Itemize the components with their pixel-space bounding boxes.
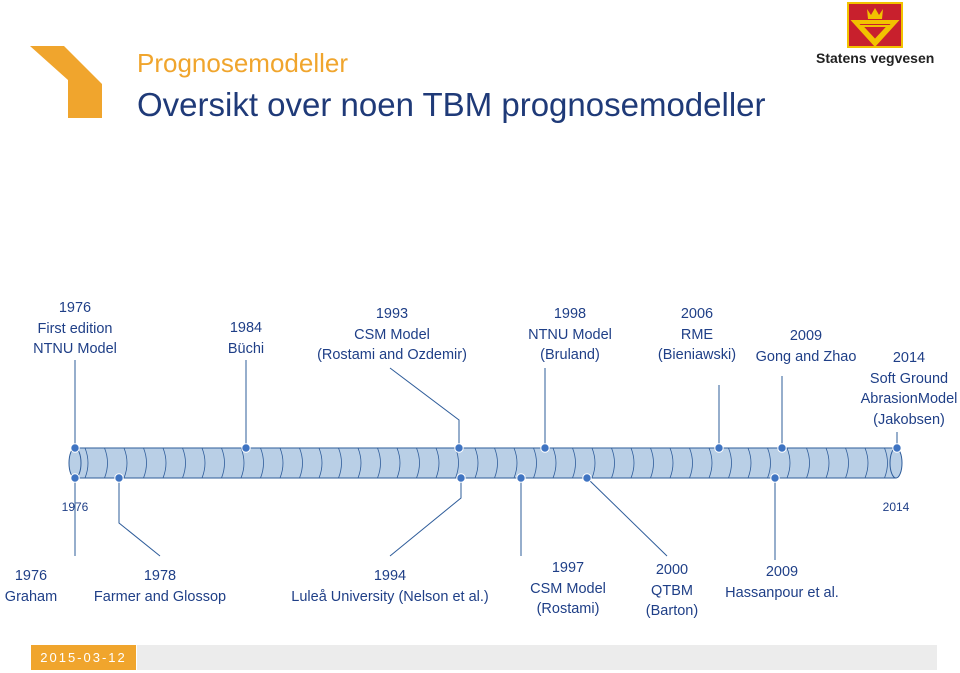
- top-event-text: (Jakobsen): [873, 411, 945, 428]
- top-event-label: [228, 318, 264, 359]
- top-event-marker: [715, 444, 723, 452]
- bottom-event-text: Graham: [4, 588, 58, 605]
- top-event-text: AbrasionModel: [860, 391, 958, 407]
- bottom-event-year: 1976: [14, 568, 48, 584]
- top-event-label: [861, 348, 958, 430]
- bottom-event-text: Farmer and Glossop: [93, 588, 227, 605]
- bottom-event-connector: [390, 478, 461, 556]
- bottom-event-marker: [771, 474, 779, 482]
- top-event-marker: [778, 444, 786, 452]
- bottom-event-year: 2000: [655, 562, 689, 578]
- top-event-text: NTNU Model: [528, 326, 612, 343]
- top-event-label: [658, 304, 736, 366]
- top-event-text: Büchi: [227, 340, 265, 357]
- top-event-year: 1993: [375, 306, 409, 322]
- bottom-event-connector: [587, 478, 667, 556]
- bottom-event-marker: [457, 474, 465, 482]
- bottom-event-marker: [583, 474, 591, 482]
- top-event-year: 2006: [680, 306, 714, 322]
- bottom-event-label: [94, 566, 226, 607]
- top-event-label: [33, 298, 117, 360]
- top-event-text: NTNU Model: [33, 341, 117, 357]
- axis-end-label: 2014: [882, 500, 910, 514]
- bottom-event-label: [291, 566, 488, 607]
- bottom-event-text: Hassanpour et al.: [725, 584, 839, 601]
- top-event-marker: [893, 444, 901, 452]
- top-event-year: 2009: [789, 328, 823, 344]
- top-event-label: [756, 326, 857, 367]
- bottom-event-connector: [119, 478, 160, 556]
- axis-start-label: 1976: [61, 500, 89, 514]
- bottom-event-year: 2009: [765, 564, 799, 580]
- top-event-label: [528, 304, 612, 366]
- bottom-event-marker: [517, 474, 525, 482]
- top-event-year: 2014: [892, 350, 926, 366]
- slide-title: Oversikt over noen TBM prognosemodeller: [137, 86, 766, 123]
- top-event-text: (Rostami and Ozdemir): [317, 347, 467, 363]
- bottom-event-text: CSM Model: [530, 580, 606, 597]
- bottom-event-text: QTBM: [651, 582, 693, 599]
- bottom-event-year: 1997: [551, 560, 585, 576]
- top-event-connector: [390, 368, 459, 448]
- bottom-event-marker: [71, 474, 79, 482]
- footer-bar: [137, 645, 937, 670]
- bottom-event-label: [5, 566, 57, 607]
- top-event-label: [317, 304, 467, 366]
- bottom-event-text: Luleå University (Nelson et al.): [291, 588, 489, 605]
- top-event-marker: [455, 444, 463, 452]
- top-event-year: 1976: [58, 300, 92, 316]
- slide-subtitle: Prognosemodeller: [137, 48, 349, 78]
- timeline-tube: [75, 448, 896, 478]
- bottom-event-label: [646, 560, 698, 622]
- date-badge: 2015-03-12: [31, 645, 136, 670]
- top-event-marker: [242, 444, 250, 452]
- top-event-text: (Bruland): [540, 347, 600, 363]
- bottom-event-label: [530, 558, 606, 620]
- bottom-event-year: 1994: [373, 568, 407, 584]
- top-event-year: 1998: [553, 306, 587, 322]
- bottom-event-year: 1978: [143, 568, 177, 584]
- top-event-year: 1984: [229, 320, 263, 336]
- top-event-text: RME: [680, 326, 714, 343]
- top-event-marker: [71, 444, 79, 452]
- bottom-event-label: [725, 562, 839, 603]
- top-event-marker: [541, 444, 549, 452]
- top-event-text: CSM Model: [354, 326, 430, 343]
- top-event-text: Gong and Zhao: [755, 348, 857, 365]
- bottom-event-text: (Rostami): [536, 601, 600, 617]
- top-event-text: (Bieniawski): [657, 347, 737, 363]
- logo-wordmark: Statens vegvesen: [816, 50, 935, 66]
- bottom-event-marker: [115, 474, 123, 482]
- bottom-event-text: (Barton): [645, 603, 699, 619]
- top-event-text: First edition: [37, 320, 113, 337]
- top-event-text: Soft Ground: [869, 370, 949, 387]
